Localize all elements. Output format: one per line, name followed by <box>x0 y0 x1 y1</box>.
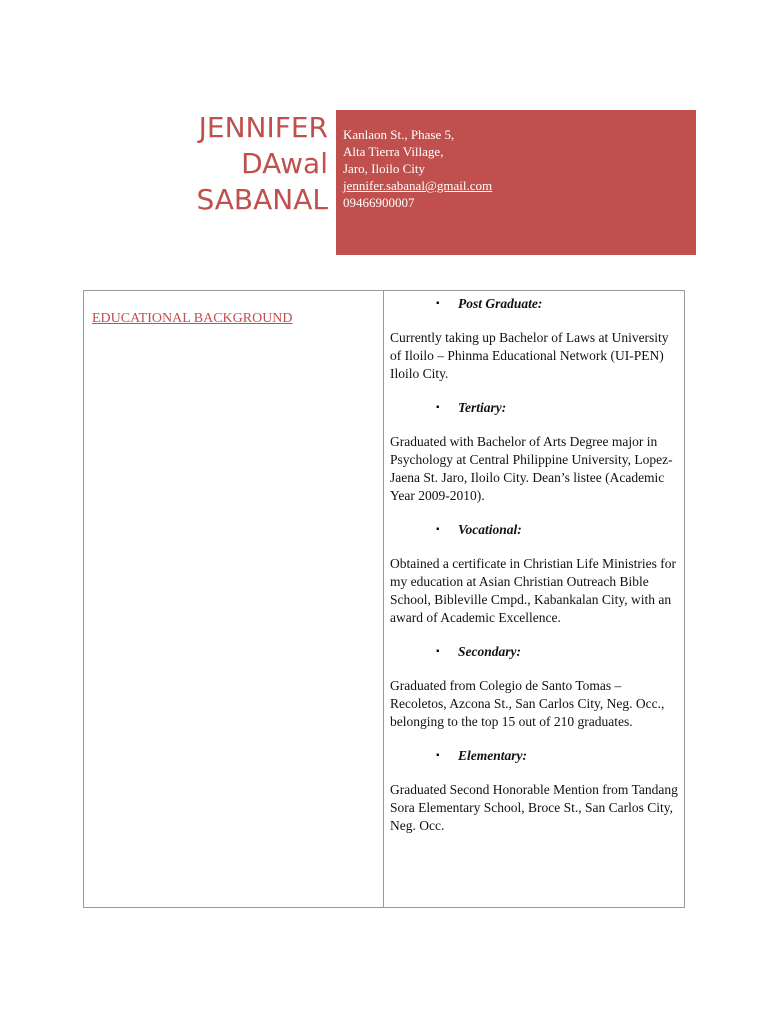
contact-box <box>336 110 696 255</box>
education-description: Graduated from Colegio de Santo Tomas – Recoletos, Azcona St., San Carlos City, Neg. Occ., belonging to the top 15 out of 210 graduates. <box>390 678 665 729</box>
education-level-label: Secondary: <box>458 644 521 659</box>
email-link[interactable]: jennifer.sabanal@gmail.com <box>343 178 493 193</box>
bullet-icon: ▪ <box>436 750 440 761</box>
education-level-label: Tertiary: <box>458 400 507 415</box>
bullet-icon: ▪ <box>436 524 440 535</box>
education-level <box>390 399 680 417</box>
education-level-label: Post Graduate: <box>458 296 543 311</box>
address-line-1: Kanlaon St., Phase 5, <box>343 127 455 142</box>
education-level <box>390 747 680 765</box>
education-item <box>390 399 680 505</box>
education-description: Currently taking up Bachelor of Laws at University of Iloilo – Phinma Educational Network (UI-PEN) Iloilo City. <box>390 330 669 381</box>
education-item <box>390 295 680 383</box>
phone-number: 09466900007 <box>343 195 415 210</box>
education-description: Graduated Second Honorable Mention from Tandang Sora Elementary School, Broce St., San Carlos City, Neg. Occ. <box>390 782 678 833</box>
bullet-icon: ▪ <box>436 402 440 413</box>
education-level <box>390 521 680 539</box>
education-item <box>390 643 680 731</box>
address-line-2: Alta Tierra Village, <box>343 144 444 159</box>
education-description: Graduated with Bachelor of Arts Degree major in Psychology at Central Philippine University, Lopez-Jaena St. Jaro, Iloilo City. Dean’s listee (Academic Year 2009-2010). <box>390 434 673 503</box>
section-heading-education: EDUCATIONAL BACKGROUND <box>92 311 293 326</box>
education-item <box>390 747 680 835</box>
address-line-3: Jaro, Iloilo City <box>343 161 425 176</box>
bullet-icon: ▪ <box>436 298 440 309</box>
education-level <box>390 643 680 661</box>
education-level <box>390 295 680 313</box>
applicant-name <box>150 110 328 218</box>
name-first: JENNIFER <box>198 111 328 144</box>
education-details-cell <box>390 291 680 851</box>
name-last: SABANAL <box>196 183 328 216</box>
name-middle: DAwal <box>241 147 328 180</box>
education-level-label: Vocational: <box>458 522 522 537</box>
bullet-icon: ▪ <box>436 646 440 657</box>
education-level-label: Elementary: <box>458 748 527 763</box>
education-table <box>83 290 685 908</box>
education-item <box>390 521 680 627</box>
section-label-cell <box>84 291 384 907</box>
education-description: Obtained a certificate in Christian Life Ministries for my education at Asian Christian Outreach Bible School, Bibleville Cmpd., Kabankalan City, with an award of Academic Excellence. <box>390 556 677 625</box>
